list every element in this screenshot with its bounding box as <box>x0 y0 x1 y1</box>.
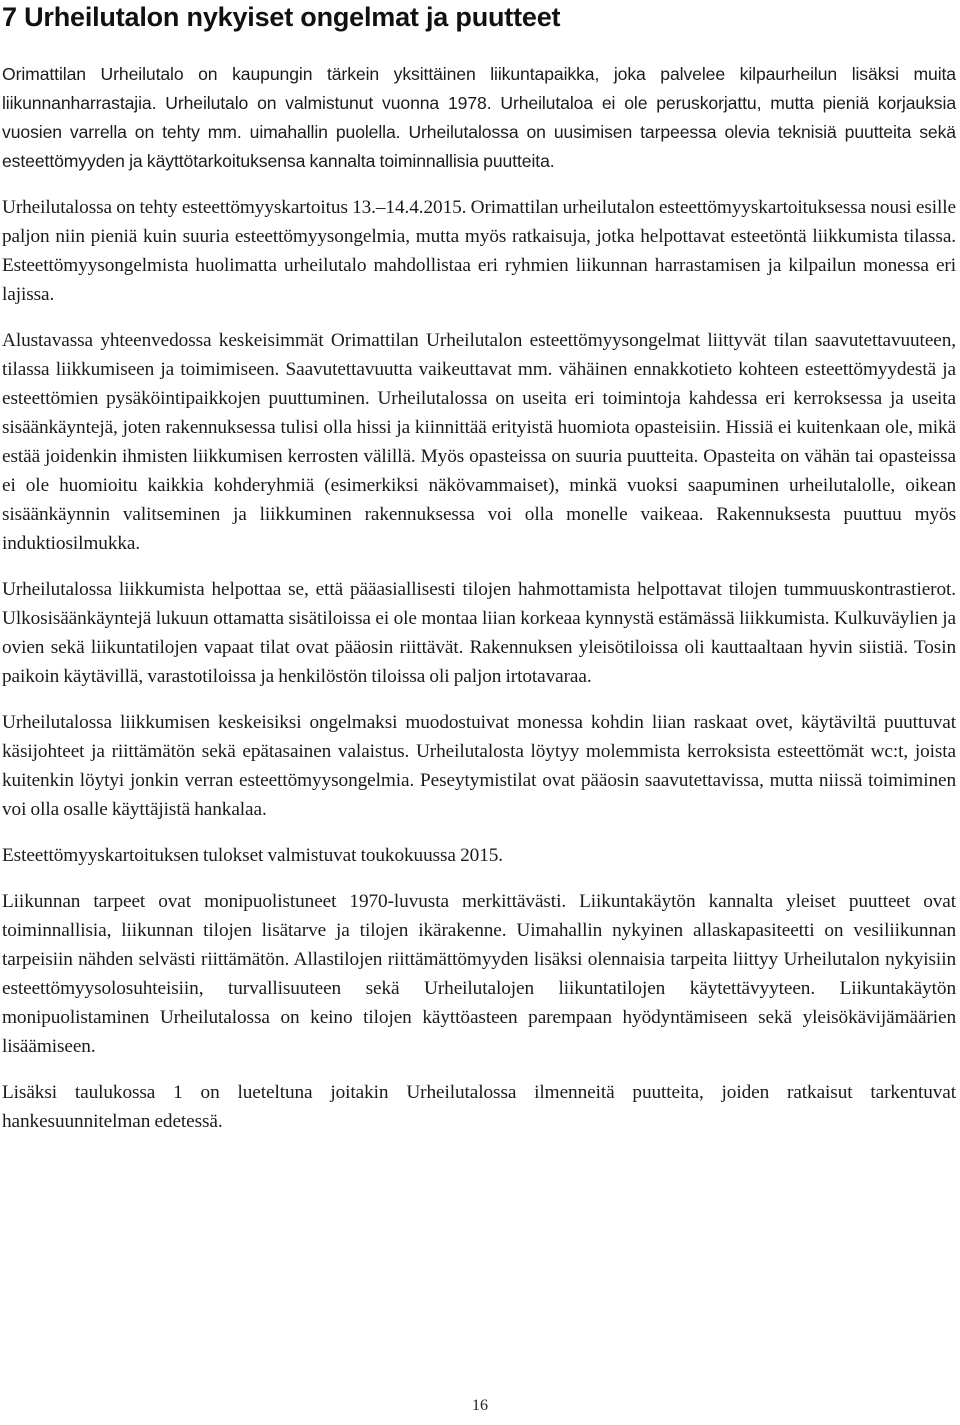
paragraph-intro: Orimattilan Urheilutalo on kaupungin tärkein yksittäinen liikuntapaikka, joka palvelee kilpaurheilun lisäksi muita liikunnanharrastajia. Urheilutalo on valmistunut vuonna 1978. Urheilutaloa ei ole peruskorjattu, mutta pieniä korjauksia vuosien varrella on tehty mm. uimahallin puolella. Urheilutalossa on uusimisen tarpeessa olevia teknisiä puutteita sekä esteettömyyden ja käyttötarkoituksensa kannalta toiminnallisia puutteita. <box>2 64 956 171</box>
paragraph-survey: Urheilutalossa on tehty esteettömyyskartoitus 13.–14.4.2015. Orimattilan urheilutalon esteettömyyskartoituksessa nousi esille paljon niin pieniä kuin suuria esteettömyysongelmia, mutta myös ratkaisuja, jotka helpottavat esteetöntä liikkumista tilassa. Esteettömyysongelmista huolimatta urheilutalo mahdollistaa eri ryhmien liikunnan harrastamisen ja kilpailun monessa eri lajissa. <box>2 197 956 305</box>
paragraph-needs: Liikunnan tarpeet ovat monipuolistuneet 1970-luvusta merkittävästi. Liikuntakäytön kannalta yleiset puutteet ovat toiminnallisia, liikunnan tilojen lisätarve ja tilojen ikärakenne. Uimahallin nykyinen allaskapasiteetti on vesiliikunnan tarpeisiin nähden selvästi riittämätön. Allastilojen riittämättömyyden lisäksi olennaisia tarpeita liittyy Urheilutalon nykyisiin esteettömyysolosuhteisiin, turvallisuuteen sekä Urheilutalojen liikuntatilojen käytettävyyteen. Liikuntakäytön monipuolistaminen Urheilutalossa on keino tilojen käyttöasteen parempaan hyödyntämiseen sekä yleisökävijämäärien lisäämiseen. <box>2 891 956 1057</box>
page-number: 16 <box>472 1397 488 1414</box>
paragraph-movement: Urheilutalossa liikkumista helpottaa se, että pääasiallisesti tilojen hahmottamista helpottavat tilojen tummuuskontrastierot. Ulkosisäänkäyntejä lukuun ottamatta sisätiloissa ei ole montaa liian korkeaa kynnystä estämässä liikkumista. Kulkuväylien ja ovien sekä liikuntatilojen vapaat tilat ovat pääosin riittävät. Rakennuksen yleisötiloissa oli kauttaaltaan hyvin siistiä. Tosin paikoin käytävillä, varastotiloissa ja henkilöstön tiloissa oli paljon irtotavaraa. <box>2 579 956 687</box>
paragraph-summary: Alustavassa yhteenvedossa keskeisimmät Orimattilan Urheilutalon esteettömyysongelmat liittyvät tilan saavutettavuuteen, tilassa liikkumiseen ja toimimiseen. Saavutettavuutta vaikeuttavat mm. vähäinen ennakkotieto kohteen esteettömyydestä ja esteettömien pysäköintipaikkojen puuttuminen. Urheilutalossa on useita eri toimintoja kahdessa eri kerroksessa ja useita sisäänkäyntejä, joten rakennuksessa tulisi olla hissi ja kiinnittää erityistä huomiota opasteisiin. Hissiä ei kuitenkaan ole, mikä estää joidenkin ihmisten liikkumisen kerrosten välillä. Myös opasteissa on suuria puutteita. Opasteita on vähän tai opasteissa ei ole huomioitu kaikkia kohderyhmiä (esimerkiksi näkövammaiset), minkä vuoksi saapuminen urheilutalolle, oikean sisäänkäynnin valitseminen ja liikkuminen rakennuksessa voi olla monelle vaikeaa. Rakennuksesta puuttuu myös induktiosilmukka. <box>2 330 956 554</box>
body-text <box>2 60 956 1153</box>
section-heading: 7 Urheilutalon nykyiset ongelmat ja puutteet <box>2 2 561 32</box>
paragraph-results: Esteettömyyskartoituksen tulokset valmistuvat toukokuussa 2015. <box>2 845 503 866</box>
paragraph-table-ref: Lisäksi taulukossa 1 on lueteltuna joitakin Urheilutalossa ilmenneitä puutteita, joiden ratkaisut tarkentuvat hankesuunnitelman edetessä. <box>2 1082 956 1132</box>
paragraph-problems: Urheilutalossa liikkumisen keskeisiksi ongelmaksi muodostuivat monessa kohdin liian raskaat ovet, käytäviltä puuttuvat käsijohteet ja riittämätön sekä epätasainen valaistus. Urheilutalosta löytyy molemmista kerroksista esteettömät wc:t, joista kuitenkin löytyi jonkin verran esteettömyysongelmia. Peseytymistilat ovat pääosin saavutettavissa, mutta niissä toimiminen voi olla osalle käyttäjistä hankalaa. <box>2 712 956 820</box>
